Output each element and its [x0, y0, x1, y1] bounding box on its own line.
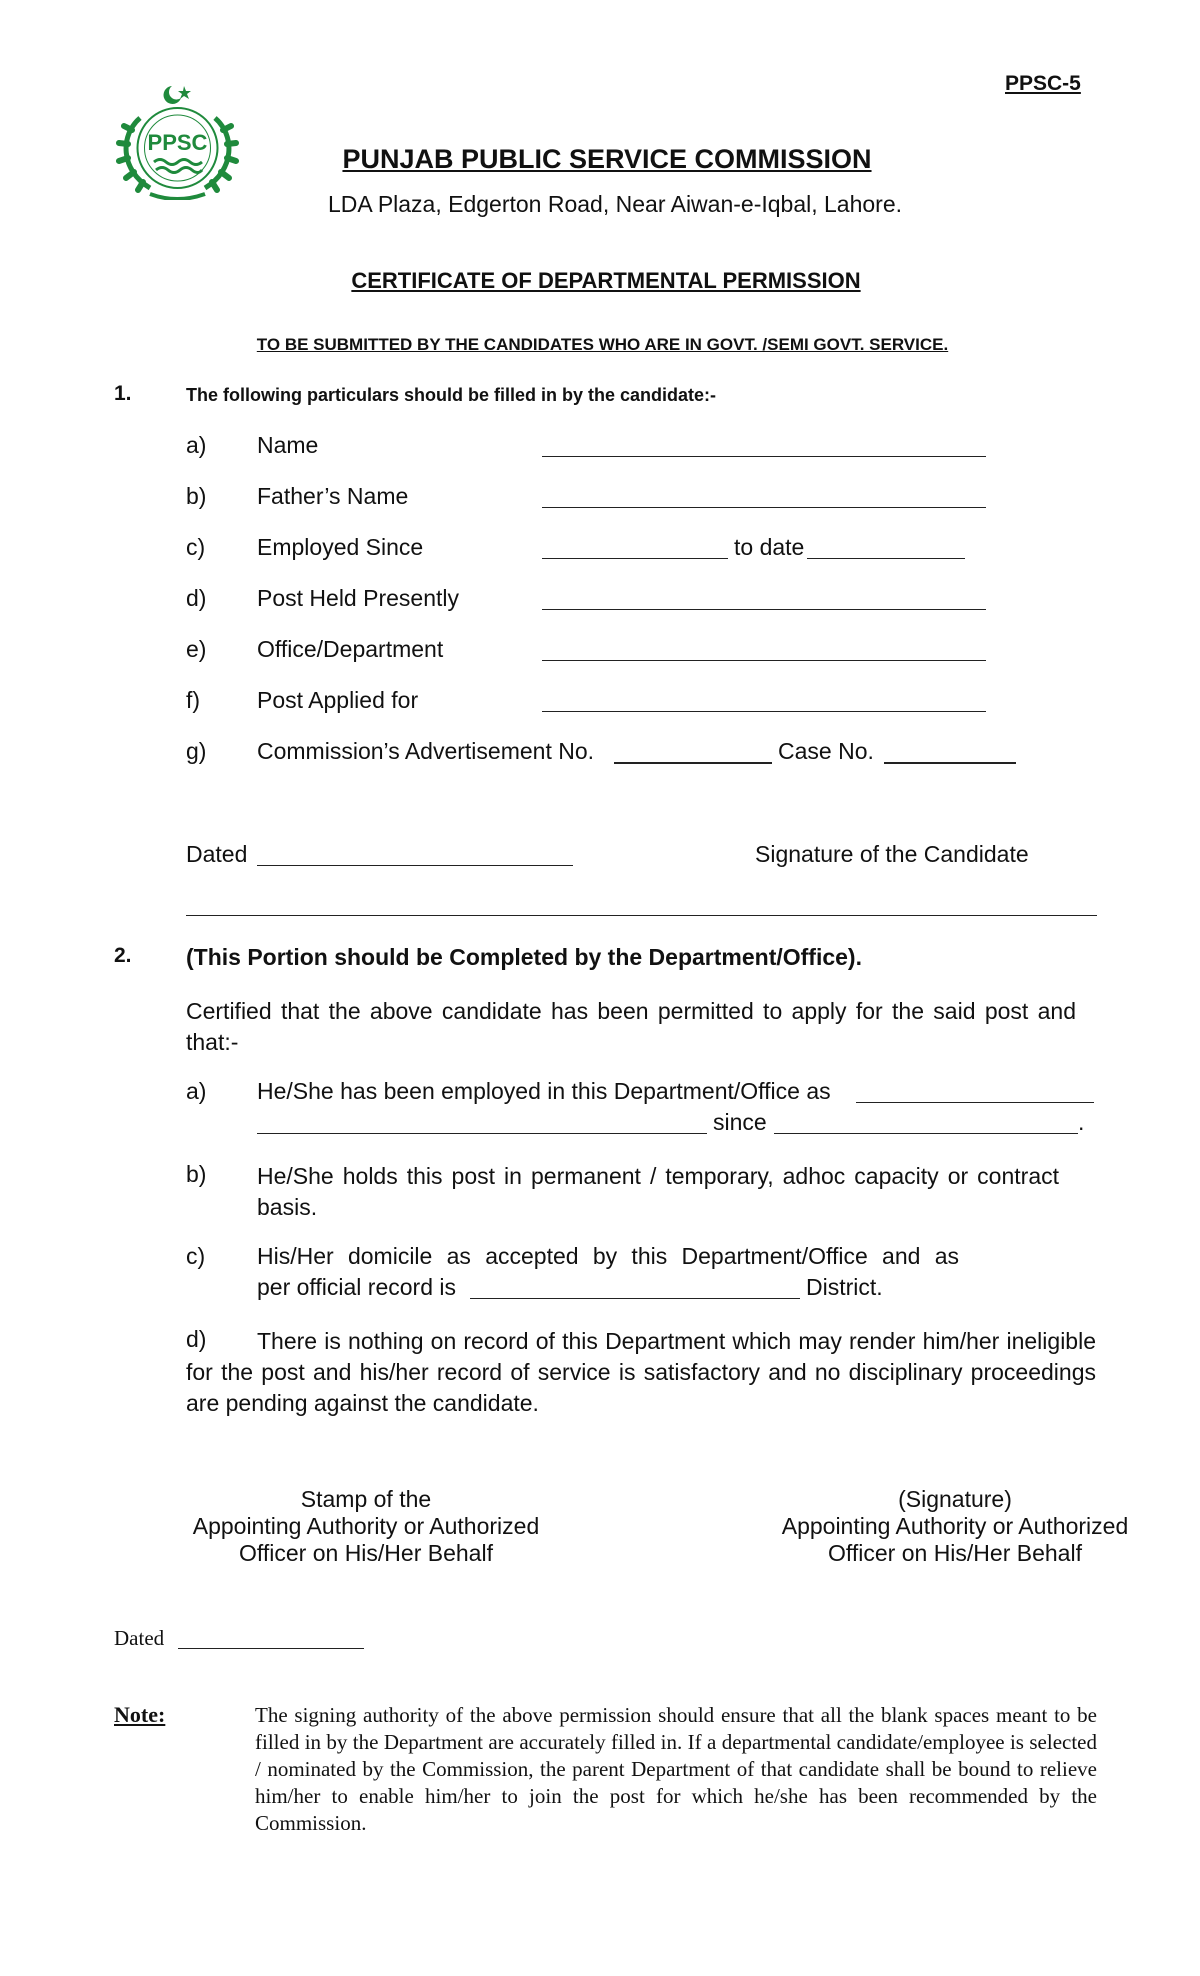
employed-since-input-line[interactable]: [542, 558, 728, 559]
item-letter: c): [186, 1243, 206, 1269]
part1-instruction: The following particulars should be filled in by the candidate:-: [186, 385, 717, 405]
signature-block: [760, 1486, 1150, 1567]
field-letter: f): [186, 687, 201, 713]
stamp-block: [170, 1486, 562, 1567]
field-label-post-applied: Post Applied for: [257, 687, 419, 713]
case-no-label: Case No.: [778, 738, 874, 764]
signature-line-3: Officer on His/Her Behalf: [828, 1540, 1082, 1566]
field-label-fathers-name: Father’s Name: [257, 483, 409, 509]
fathers-name-input-line[interactable]: [542, 507, 986, 508]
since-end: .: [1078, 1109, 1085, 1135]
field-label-employed-since: Employed Since: [257, 534, 424, 560]
stamp-line-3: Officer on His/Her Behalf: [239, 1540, 493, 1566]
field-letter: g): [186, 738, 207, 764]
form-code: PPSC-5: [1005, 72, 1081, 95]
footer-dated-input-line[interactable]: [178, 1648, 364, 1649]
stamp-line-1: Stamp of the: [300, 1486, 432, 1512]
part1-dated-label: Dated: [186, 841, 248, 867]
advertisement-no-input-line[interactable]: [614, 762, 772, 764]
employed-as-continued-line[interactable]: [257, 1133, 707, 1134]
logo-text: PPSC: [147, 130, 208, 155]
district-label: District.: [806, 1274, 883, 1300]
field-letter: b): [186, 483, 207, 509]
to-date-input-line[interactable]: [807, 558, 965, 559]
field-label-name: Name: [257, 432, 319, 458]
domicile-text-line2: per official record is: [257, 1274, 456, 1300]
note-text: [255, 1702, 1097, 1837]
section-divider: [186, 915, 1097, 916]
field-label-office-department: Office/Department: [257, 636, 444, 662]
domicile-text-line1: His/Her domicile as accepted by this Department/Office and as: [257, 1243, 959, 1269]
field-label-post-held: Post Held Presently: [257, 585, 459, 611]
since-label: since: [713, 1109, 767, 1135]
since-input-line[interactable]: [774, 1133, 1078, 1134]
post-held-input-line[interactable]: [542, 609, 986, 610]
document-subtitle: TO BE SUBMITTED BY THE CANDIDATES WHO ARE IN GOVT. /SEMI GOVT. SERVICE.: [256, 335, 949, 354]
ppsc-logo: [110, 80, 245, 200]
item-letter: d): [186, 1326, 207, 1352]
field-letter: e): [186, 636, 207, 662]
post-applied-input-line[interactable]: [542, 711, 986, 712]
footer-dated-label: Dated: [114, 1626, 165, 1650]
office-department-input-line[interactable]: [542, 660, 986, 661]
part2-heading: (This Portion should be Completed by the Department/Office).: [186, 944, 862, 970]
signature-line-2: Appointing Authority or Authorized: [781, 1513, 1129, 1539]
note-label: Note:: [114, 1702, 166, 1727]
to-date-label: to date: [734, 534, 805, 560]
document-title: CERTIFICATE OF DEPARTMENTAL PERMISSION: [351, 268, 861, 293]
org-address: LDA Plaza, Edgerton Road, Near Aiwan-e-Iqbal, Lahore.: [327, 191, 903, 217]
part2-intro: Certified that the above candidate has been permitted to apply for the said post and that:-: [186, 998, 1076, 1055]
part1-dated-input-line[interactable]: [257, 865, 573, 866]
item-letter: a): [186, 1078, 207, 1104]
signature-line-1: (Signature): [898, 1486, 1012, 1512]
employed-as-input-line[interactable]: [856, 1102, 1094, 1103]
no-record-text: [186, 1326, 1096, 1419]
name-input-line[interactable]: [542, 456, 986, 457]
field-label-advertisement-no: Commission’s Advertisement No.: [257, 738, 595, 764]
field-letter: d): [186, 585, 207, 611]
org-name: PUNJAB PUBLIC SERVICE COMMISSION: [342, 144, 872, 174]
post-capacity-text: He/She holds this post in permanent / temporary, adhoc capacity or contract basis.: [257, 1163, 1059, 1220]
candidate-signature-label: Signature of the Candidate: [755, 841, 1029, 867]
field-letter: a): [186, 432, 207, 458]
no-record-text-content: There is nothing on record of this Department which may render him/her ineligible for the post and his/her record of service is satisfactory and no disciplinary proceedings are pending against the candidate.: [186, 1328, 1096, 1416]
field-letter: c): [186, 534, 206, 560]
part2-number: 2.: [114, 944, 132, 967]
domicile-district-input-line[interactable]: [470, 1298, 800, 1299]
case-no-input-line[interactable]: [884, 762, 1016, 764]
employed-as-text: He/She has been employed in this Department/Office as: [257, 1078, 831, 1104]
note-text-content: The signing authority of the above permission should ensure that all the blank spaces meant to be filled in by the Department are accurately filled in. If a departmental candidate/employee is selected / nominated by the Commission, the parent Department of that candidate shall be bound to relieve him/her to enable him/her to join the post for which he/she has been recommended by the Commission.: [255, 1703, 1097, 1835]
item-letter: b): [186, 1161, 207, 1187]
part1-number: 1.: [114, 382, 132, 405]
stamp-line-2: Appointing Authority or Authorized: [192, 1513, 540, 1539]
